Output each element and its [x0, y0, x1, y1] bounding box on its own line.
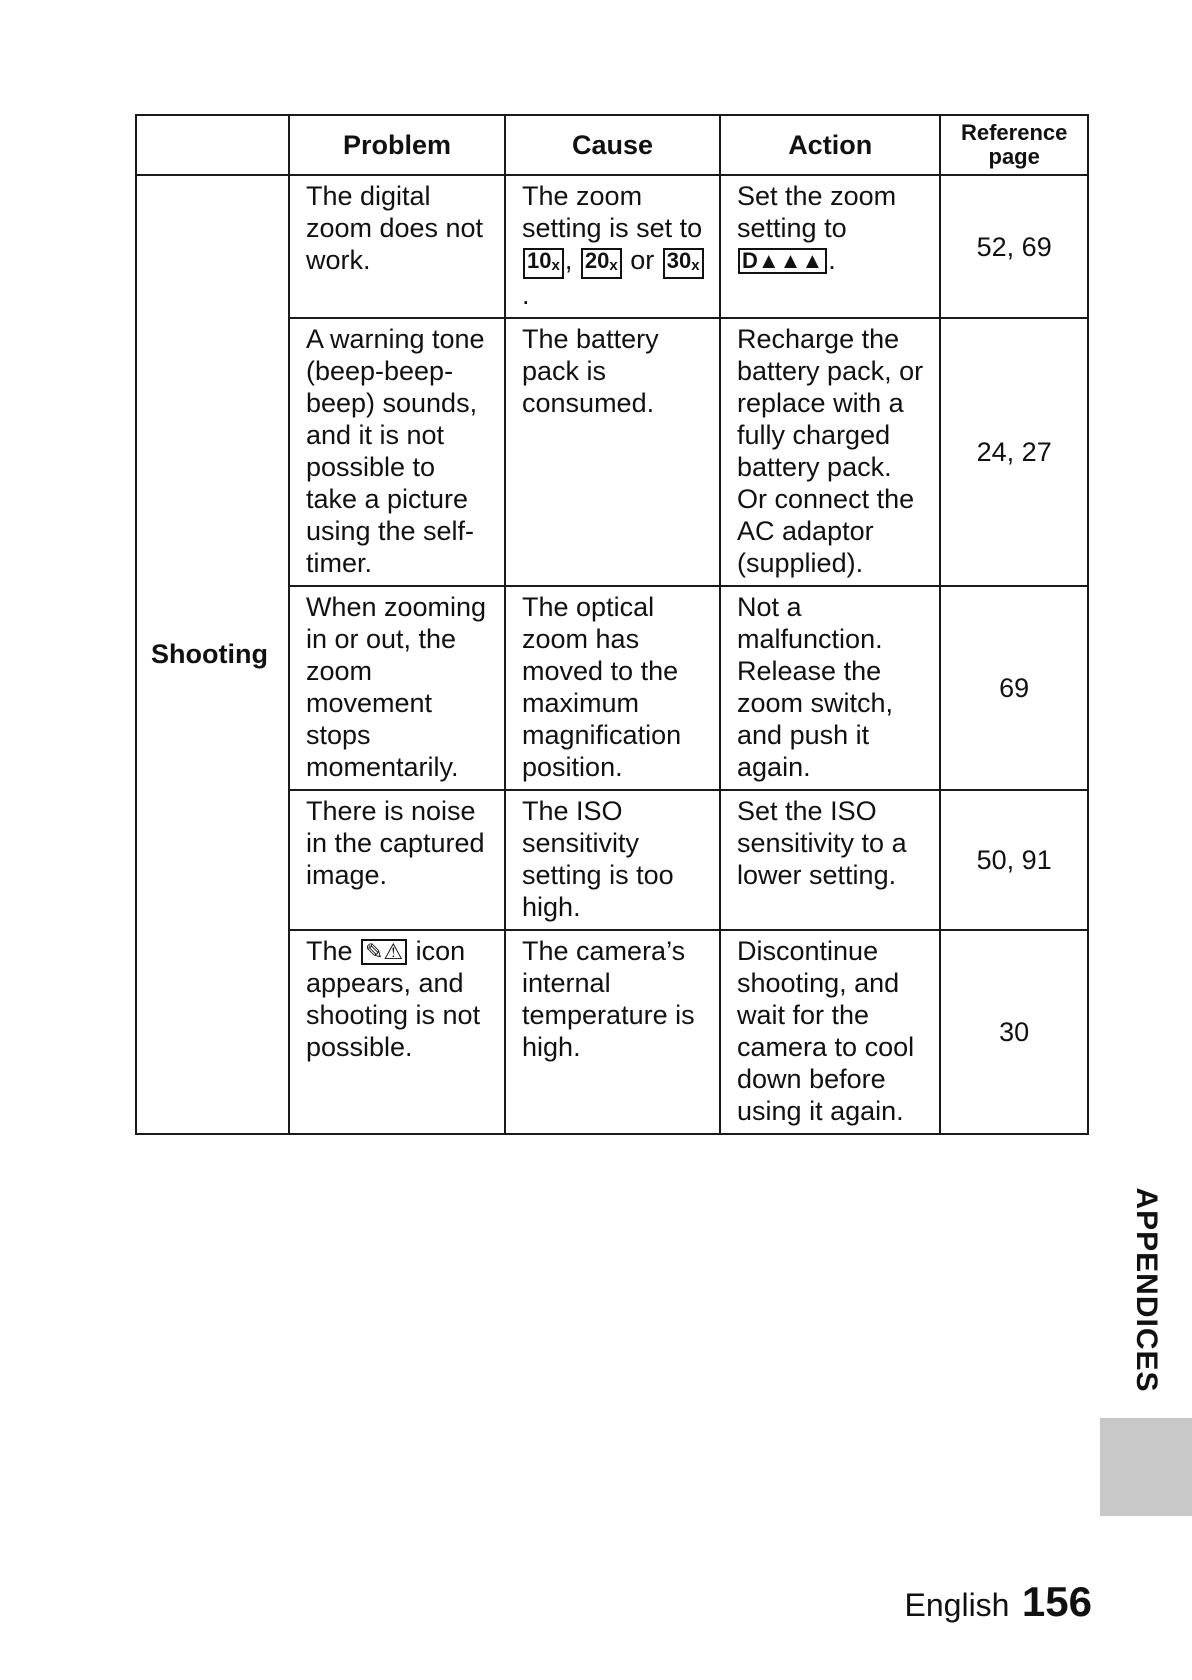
action-cell: Not a malfunction. Release the zoom switch, and push it again.: [720, 586, 940, 790]
footer-language: English: [904, 1587, 1010, 1623]
cause-text: The zoom setting is set to: [522, 181, 703, 243]
cause-or: or: [630, 245, 655, 275]
cause-cell: The battery pack is consumed.: [505, 318, 720, 586]
section-tab: [1100, 1418, 1192, 1516]
page-footer: [905, 1578, 1092, 1626]
problem-cell: A warning tone (beep-beep-beep) sounds, and it is not possible to take a picture using the self-timer.: [289, 318, 505, 586]
cause-cell: The zoom setting is set to $10_x$ , $20_x$ or $30_x$.: [505, 175, 720, 318]
reference-cell: 69: [940, 586, 1088, 790]
category-cell: Shooting: [136, 175, 289, 1134]
reference-cell: 52, 69: [940, 175, 1088, 318]
table-header-row: [136, 115, 1088, 175]
action-text: Set the zoom setting to: [737, 181, 897, 243]
cause-cell: The optical zoom has moved to the maximum magnification position.: [505, 586, 720, 790]
header-category: [136, 115, 289, 175]
digital-zoom-icon: D▲▲▲: [738, 248, 827, 274]
zoom-20x-icon: $20_x$: [581, 248, 622, 279]
cause-cell: The ISO sensitivity setting is too high.: [505, 790, 720, 930]
action-cell: Recharge the battery pack, or replace with a fully charged battery pack. Or connect the AC adaptor (supplied).: [720, 318, 940, 586]
cause-cell: The camera’s internal temperature is high.: [505, 930, 720, 1134]
problem-cell: The ✎⚠ icon appears, and shooting is not possible.: [289, 930, 505, 1134]
header-problem: Problem: [289, 115, 505, 175]
page-number: 156: [1021, 1578, 1092, 1625]
action-cell: Set the zoom setting to D▲▲▲ .: [720, 175, 940, 318]
header-reference-page: Reference page: [940, 115, 1088, 175]
problem-cell: There is noise in the captured image.: [289, 790, 505, 930]
temperature-warning-icon: ✎⚠: [361, 939, 407, 965]
zoom-10x-icon: $10_x$: [523, 248, 564, 279]
problem-cell: When zooming in or out, the zoom movement stops momentarily.: [289, 586, 505, 790]
troubleshooting-table: [135, 114, 1089, 1135]
header-action: Action: [720, 115, 940, 175]
header-cause: Cause: [505, 115, 720, 175]
reference-cell: 30: [940, 930, 1088, 1134]
action-cell: Discontinue shooting, and wait for the camera to cool down before using it again.: [720, 930, 940, 1134]
problem-cell: The digital zoom does not work.: [289, 175, 505, 318]
action-cell: Set the ISO sensitivity to a lower setting.: [720, 790, 940, 930]
table-row: [136, 175, 1088, 318]
reference-cell: 24, 27: [940, 318, 1088, 586]
section-label: APPENDICES: [1130, 1187, 1163, 1393]
zoom-30x-icon: $30_x$: [663, 248, 704, 279]
reference-cell: 50, 91: [940, 790, 1088, 930]
